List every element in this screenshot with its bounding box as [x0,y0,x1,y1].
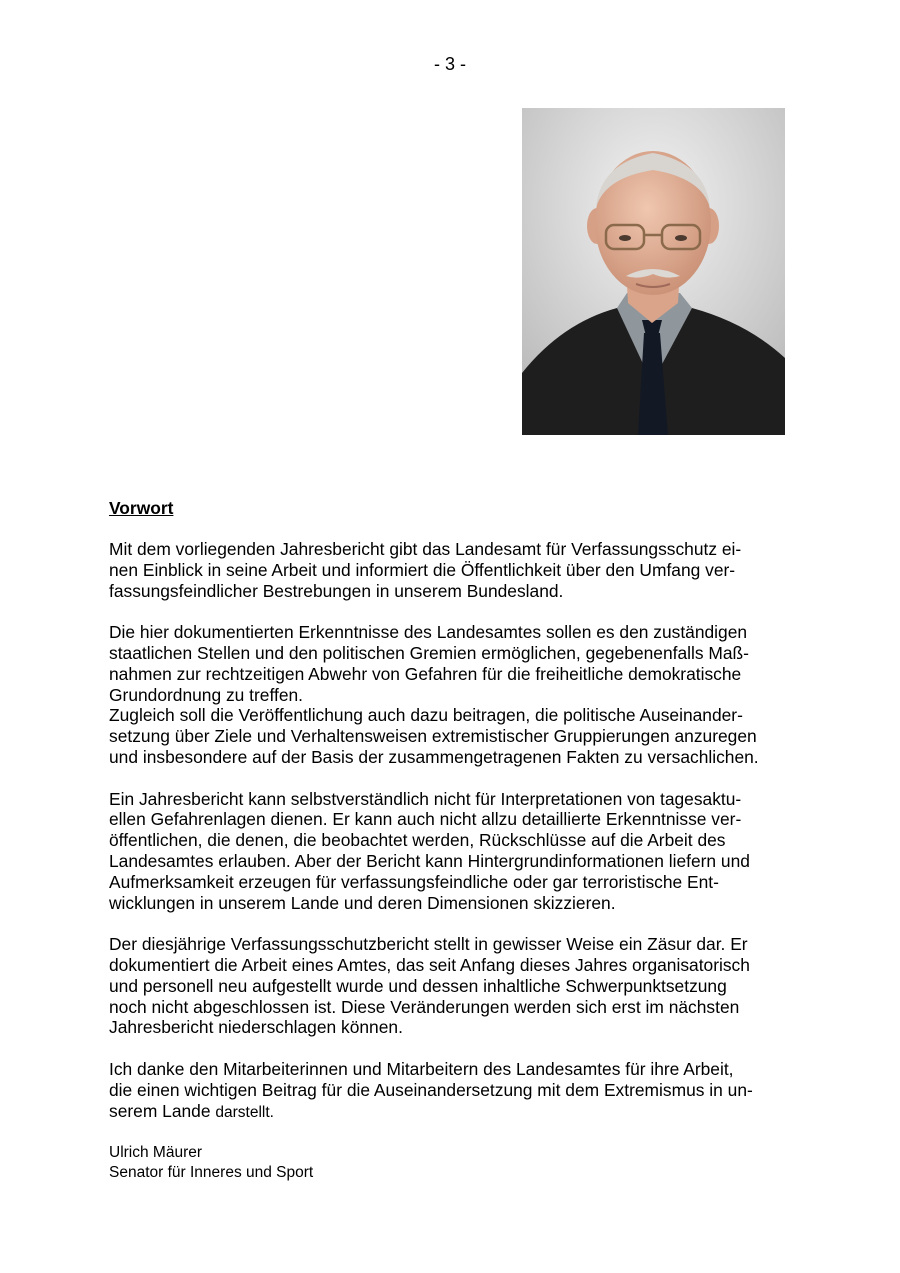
text-line: Der diesjährige Verfassungsschutzbericht stellt in gewisser Weise ein Zäsur dar. Er [109,934,748,955]
text-line: nen Einblick in seine Arbeit und informiert die Öffentlichkeit über den Umfang ver- [109,559,736,580]
text-line [109,1101,799,1124]
text-line: Jahresbericht niederschlagen können. [109,1017,403,1038]
text-fragment: darstellt. [215,1103,274,1121]
text-line: Die hier dokumentierten Erkenntnisse des Landesamtes sollen es den zuständigen [109,622,748,643]
signatory-title: Senator für Inneres und Sport [109,1164,314,1182]
text-line: noch nicht abgeschlossen ist. Diese Veränderungen werden sich erst im nächsten [109,996,740,1017]
text-line: Zugleich soll die Veröffentlichung auch dazu beitragen, die politische Auseinander- [109,705,743,726]
paragraph-2 [109,622,799,705]
signatory-name: Ulrich Mäurer [109,1144,203,1162]
text-line: setzung über Ziele und Verhaltensweisen extremistischer Gruppierungen anzuregen [109,726,757,747]
text-line: Landesamtes erlauben. Aber der Bericht kann Hintergrundinformationen liefern und [109,850,750,871]
text-line: und personell neu aufgestellt wurde und dessen inhaltliche Schwerpunktsetzung [109,975,727,996]
signature-block [109,1143,799,1183]
text-line: Mit dem vorliegenden Jahresbericht gibt das Landesamt für Verfassungsschutz ei- [109,539,742,559]
page-number: - 3 - [433,54,466,74]
text-fragment: serem Lande [109,1100,211,1121]
text-line: Aufmerksamkeit erzeugen für verfassungsfeindliche oder gar terroristische Ent- [109,871,719,892]
text-line: fassungsfeindlicher Bestrebungen in unserem Bundesland. [109,580,564,601]
text-line: Ich danke den Mitarbeiterinnen und Mitarbeitern des Landesamtes für ihre Arbeit, [109,1058,734,1079]
paragraph-3 [109,705,799,767]
text-line: staatlichen Stellen und den politischen Gremien ermöglichen, gegebenenfalls Maß- [109,642,749,663]
text-line: öffentlichen, die denen, die beobachtet werden, Rückschlüsse auf die Arbeit des [109,830,726,851]
text-line: dokumentiert die Arbeit eines Amtes, das seit Anfang dieses Jahres organisatorisch [109,954,750,975]
foreword-heading: Vorwort [109,498,174,518]
text-line: nahmen zur rechtzeitigen Abwehr von Gefahren für die freiheitliche demokratische [109,663,742,684]
text-line: ellen Gefahrenlagen dienen. Er kann auch nicht allzu detaillierte Erkenntnisse ver- [109,809,742,830]
text-line: die einen wichtigen Beitrag für die Auseinandersetzung mit dem Extremismus in un- [109,1079,753,1100]
text-line: Ein Jahresbericht kann selbstverständlich nicht für Interpretationen von tagesaktu- [109,788,742,809]
paragraph-4 [109,789,799,914]
text-line: Grundordnung zu treffen. [109,684,304,705]
paragraph-6 [109,1059,799,1123]
text-line: und insbesondere auf der Basis der zusammengetragenen Fakten zu versachlichen. [109,746,759,767]
text-line: wicklungen in unserem Lande und deren Dimensionen skizzieren. [109,892,616,913]
paragraph-5 [109,934,799,1038]
foreword-section [109,497,799,1183]
paragraph-1 [109,539,799,601]
portrait-photo [522,108,785,435]
